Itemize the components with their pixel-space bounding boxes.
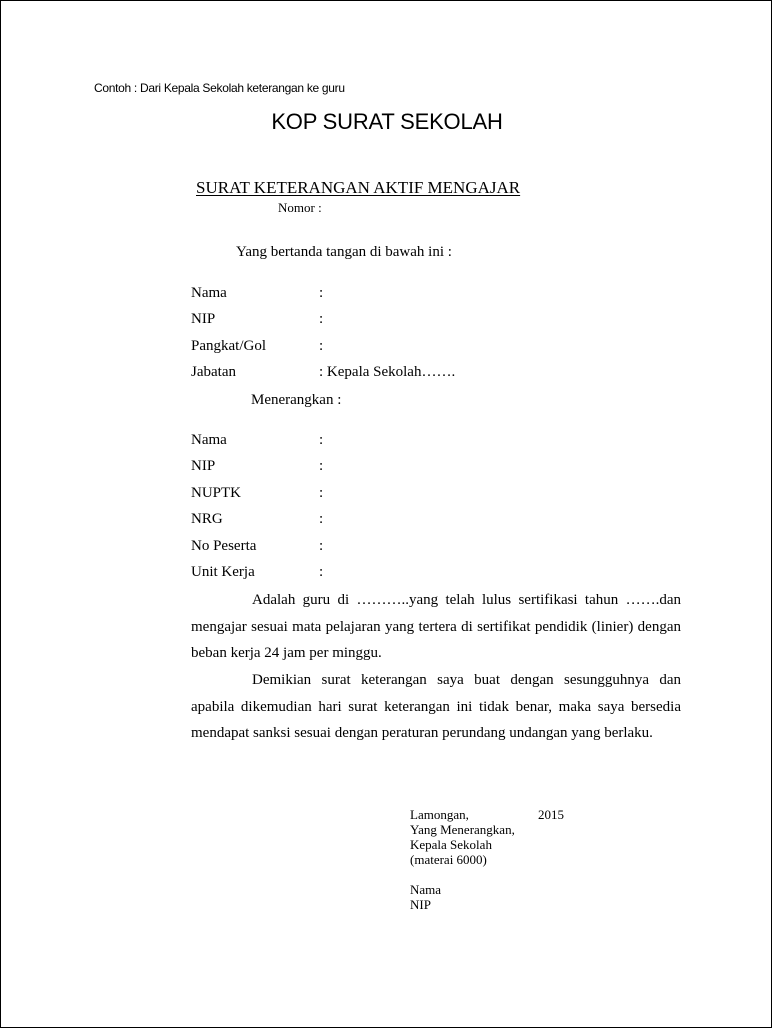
field-label: NIP [191,311,216,327]
teacher-field-row [191,485,323,502]
field-value: : [319,485,324,501]
field-value: : [319,538,324,554]
example-caption: Contoh : Dari Kepala Sekolah keterangan ke guru [94,81,345,95]
field-label: Pangkat/Gol [191,338,266,354]
field-label: Nama [191,432,227,448]
field-value: : [319,432,324,448]
signature-nip: NIP [410,897,431,912]
field-label: No Peserta [191,538,257,554]
field-label: Nama [191,285,227,301]
field-label: Unit Kerja [191,564,255,580]
letter-number: Nomor : [278,200,322,215]
teacher-field-row [191,432,323,449]
field-label: Jabatan [191,364,236,380]
field-value: : [319,285,324,301]
signature-place: Lamongan, [410,807,469,822]
teacher-field-row [191,538,323,555]
teacher-field-row [191,564,323,581]
signature-block [410,807,564,912]
body-paragraph-1: Adalah guru di ………..yang telah lulus sertifikasi tahun …….dan mengajar sesuai mata pelajaran yang tertera di sertifikat pendidik (linier) dengan beban kerja 24 jam per minggu. [191,592,681,661]
signer-field-row [191,285,323,302]
signature-role: Yang Menerangkan, [410,822,515,837]
teacher-field-row [191,511,323,528]
field-value: : [319,311,324,327]
signer-field-row [191,364,455,381]
field-value: : [319,458,324,474]
menerangkan-heading: Menerangkan : [251,392,342,408]
signature-position: Kepala Sekolah [410,837,492,852]
signature-year: 2015 [538,807,564,822]
signature-name: Nama [410,882,442,897]
teacher-field-row [191,458,323,475]
field-value: : [319,564,324,580]
field-label: NIP [191,458,216,474]
signer-field-row [191,338,323,355]
field-label: NUPTK [191,485,242,501]
intro-line: Yang bertanda tangan di bawah ini : [236,244,452,260]
field-label: NRG [191,511,223,527]
field-value: : Kepala Sekolah……. [319,364,456,380]
signature-stamp-note: (materai 6000) [410,852,487,867]
letterhead-title: KOP SURAT SEKOLAH [271,109,503,134]
field-value: : [319,511,324,527]
signer-field-row [191,311,323,328]
field-value: : [319,338,324,354]
letter-title: SURAT KETERANGAN AKTIF MENGAJAR [196,178,521,197]
body-paragraph-2: Demikian surat keterangan saya buat dengan sesungguhnya dan apabila dikemudian hari surat keterangan ini tidak benar, maka saya bersedia mendapat sanksi sesuai dengan peraturan perundang undangan yang berlaku. [191,672,681,741]
